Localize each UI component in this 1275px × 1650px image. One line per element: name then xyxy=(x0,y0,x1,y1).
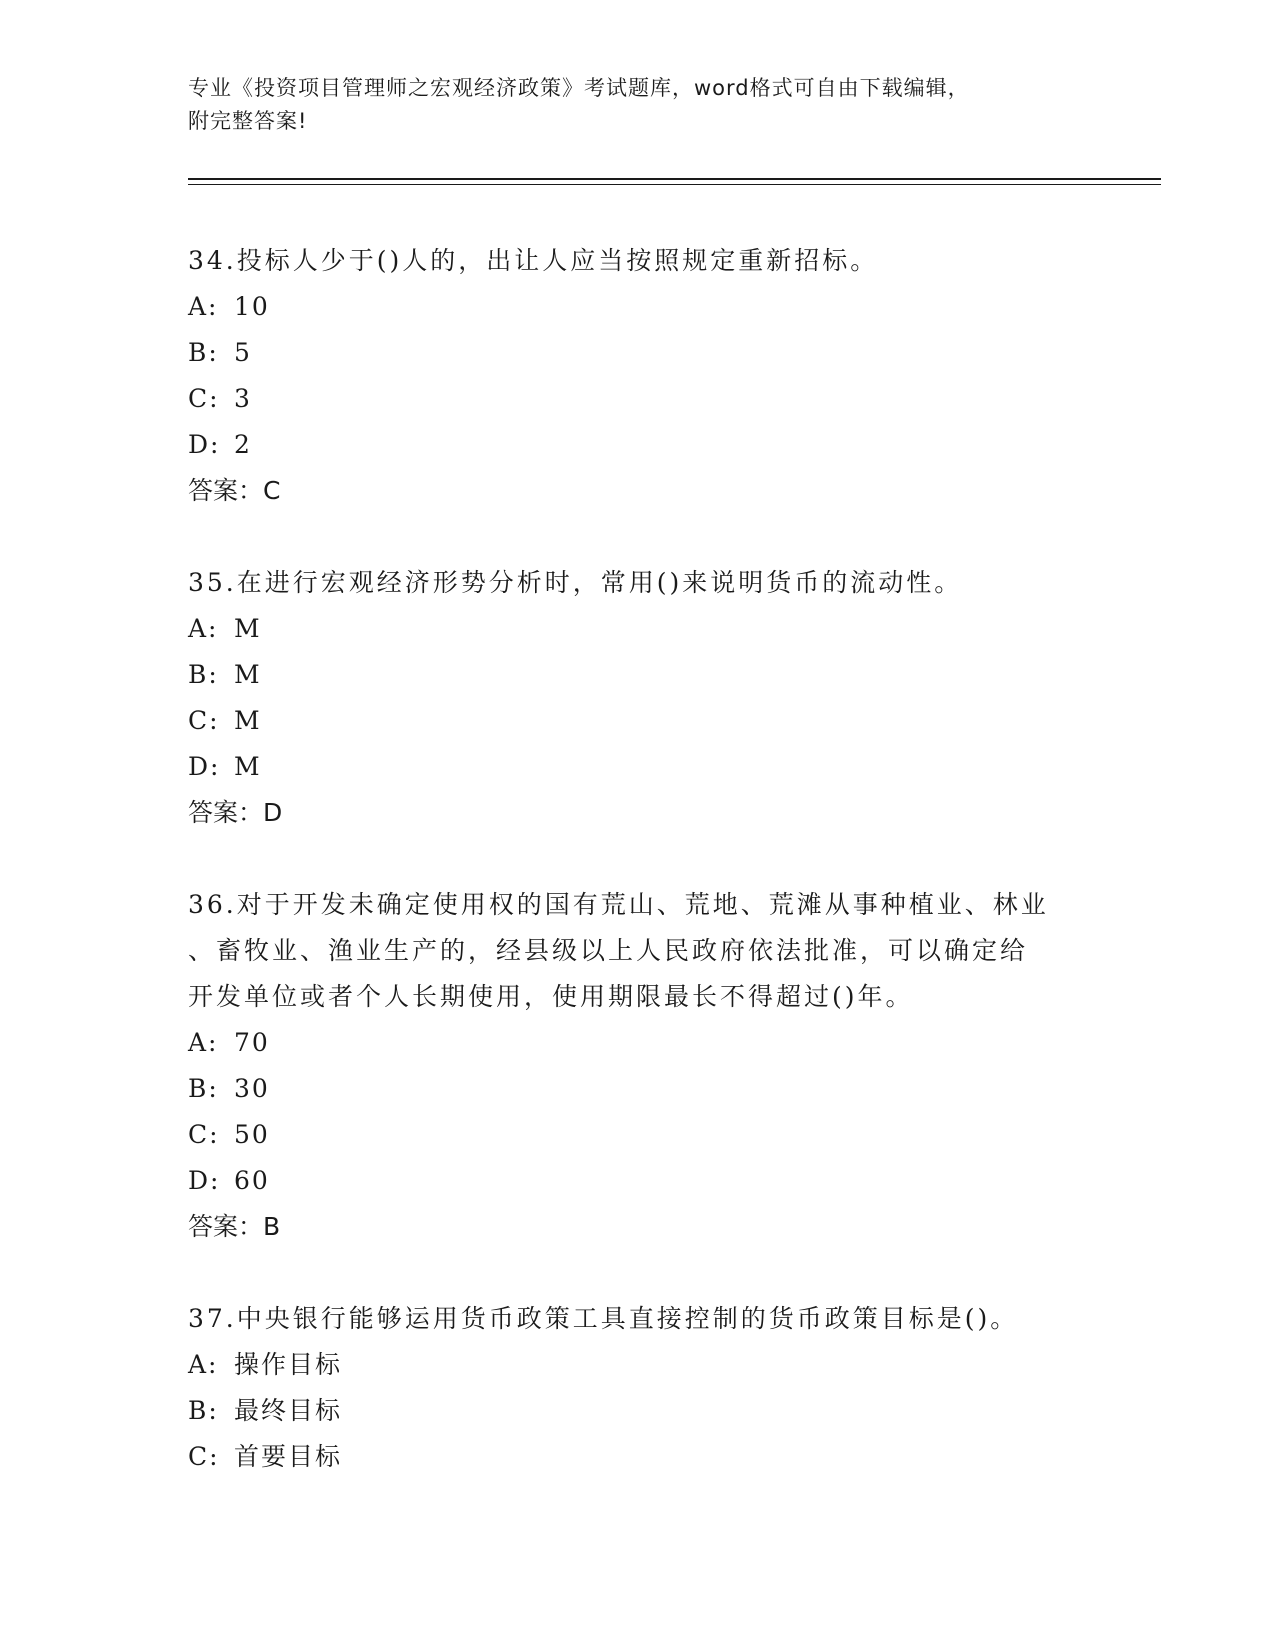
option-key: B: xyxy=(188,1396,219,1425)
option-a xyxy=(188,1342,1088,1388)
question-34 xyxy=(188,238,1088,514)
question-text: 37.中央银行能够运用货币政策工具直接控制的货币政策目标是()。 xyxy=(188,1304,1019,1333)
option-b xyxy=(188,1388,1088,1434)
option-c xyxy=(188,1434,1088,1480)
option-a xyxy=(188,606,1088,652)
option-key: A: xyxy=(188,1028,219,1057)
answer-text: 答案：C xyxy=(188,476,281,505)
option-b xyxy=(188,1066,1088,1112)
question-text: 开发单位或者个人长期使用，使用期限最长不得超过()年。 xyxy=(188,982,914,1011)
option-a xyxy=(188,1020,1088,1066)
option-b xyxy=(188,652,1088,698)
option-text: 10 xyxy=(234,292,270,321)
option-c xyxy=(188,1112,1088,1158)
question-36 xyxy=(188,882,1088,1250)
option-text: M xyxy=(234,660,262,689)
option-a xyxy=(188,284,1088,330)
option-key: D: xyxy=(188,1166,221,1195)
option-text: 操作目标 xyxy=(234,1350,343,1379)
option-text: 5 xyxy=(234,338,252,367)
option-b xyxy=(188,330,1088,376)
option-text: M xyxy=(234,752,262,781)
option-key: A: xyxy=(188,1350,219,1379)
option-text: M xyxy=(234,706,262,735)
option-key: C: xyxy=(188,706,220,735)
header-line: 专业《投资项目管理师之宏观经济政策》考试题库，word格式可自由下载编辑， xyxy=(188,76,970,100)
question-35 xyxy=(188,560,1088,836)
option-text: 30 xyxy=(234,1074,270,1103)
option-key: B: xyxy=(188,660,219,689)
document-header xyxy=(188,72,1088,138)
option-key: C: xyxy=(188,384,220,413)
answer-text: 答案：D xyxy=(188,798,283,827)
question-text: 、畜牧业、渔业生产的，经县级以上人民政府依法批准，可以确定给 xyxy=(188,936,1029,965)
option-text: 70 xyxy=(234,1028,270,1057)
option-d xyxy=(188,422,1088,468)
answer-text: 答案：B xyxy=(188,1212,281,1241)
option-key: D: xyxy=(188,752,221,781)
question-text: 36.对于开发未确定使用权的国有荒山、荒地、荒滩从事种植业、林业 xyxy=(188,890,1049,919)
option-text: M xyxy=(234,614,262,643)
option-text: 2 xyxy=(234,430,252,459)
option-text: 60 xyxy=(234,1166,270,1195)
question-37 xyxy=(188,1296,1088,1480)
option-text: 最终目标 xyxy=(234,1396,343,1425)
header-line: 附完整答案! xyxy=(188,109,308,133)
header-divider xyxy=(188,184,1161,185)
option-text: 首要目标 xyxy=(234,1442,343,1471)
option-d xyxy=(188,1158,1088,1204)
option-key: B: xyxy=(188,1074,219,1103)
option-c xyxy=(188,376,1088,422)
option-key: A: xyxy=(188,292,219,321)
option-d xyxy=(188,744,1088,790)
option-key: C: xyxy=(188,1442,220,1471)
question-text: 35.在进行宏观经济形势分析时，常用()来说明货币的流动性。 xyxy=(188,568,963,597)
option-key: C: xyxy=(188,1120,220,1149)
option-c xyxy=(188,698,1088,744)
option-key: A: xyxy=(188,614,219,643)
question-text: 34.投标人少于()人的，出让人应当按照规定重新招标。 xyxy=(188,246,879,275)
header-divider xyxy=(188,178,1161,180)
question-list xyxy=(188,238,1088,1526)
option-key: B: xyxy=(188,338,219,367)
option-text: 50 xyxy=(234,1120,270,1149)
option-text: 3 xyxy=(234,384,252,413)
option-key: D: xyxy=(188,430,221,459)
